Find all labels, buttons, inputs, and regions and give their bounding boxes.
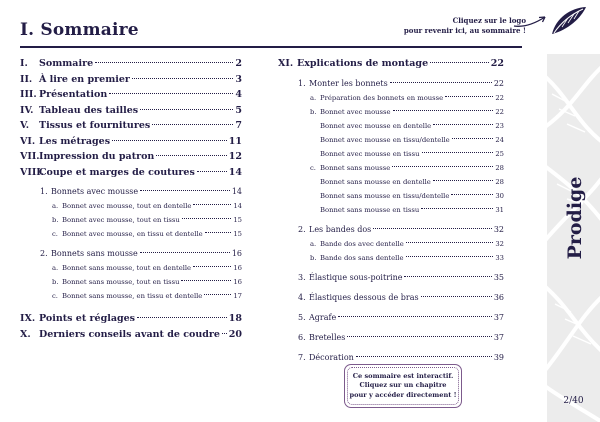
dot-leader — [390, 82, 492, 83]
toc-entry-label: Bonnet avec mousse, tout en dentelle — [62, 202, 192, 210]
toc-entry-label: Coupe et marges de coutures — [39, 166, 195, 178]
interactive-notice — [344, 364, 462, 408]
toc-entry-page: 11 — [228, 135, 242, 147]
dot-leader — [140, 252, 230, 253]
toc-entry[interactable] — [278, 293, 504, 308]
toc-entry-page: 12 — [228, 151, 242, 162]
toc-entry-label: Bonnet avec mousse en tissu/dentelle — [320, 135, 450, 144]
toc-entry-page: 22 — [490, 58, 504, 69]
dot-leader — [112, 140, 227, 141]
toc-entry[interactable] — [20, 136, 242, 152]
toc-entry[interactable] — [20, 187, 242, 202]
logo-hint — [398, 16, 526, 36]
toc-entry-label: Sommaire — [39, 58, 94, 69]
toc-entry-label: Élastique sous-poitrine — [309, 272, 403, 282]
toc-entry-number: 2. — [40, 249, 48, 258]
toc-entry-number: a. — [310, 239, 317, 248]
toc-entry[interactable] — [278, 313, 504, 328]
toc-entry[interactable] — [278, 240, 504, 254]
toc-entry-label: Les métrages — [39, 135, 111, 147]
dot-leader — [95, 62, 233, 63]
dot-leader — [132, 78, 233, 79]
toc-entry-label: Élastiques dessous de bras — [309, 292, 419, 302]
toc-entry[interactable] — [278, 164, 504, 178]
dot-leader — [193, 266, 231, 267]
toc-entry-page: 32 — [495, 239, 504, 248]
dot-leader — [406, 256, 494, 257]
dot-leader — [205, 232, 232, 233]
toc-entry[interactable] — [20, 58, 242, 74]
toc-entry-label: Bonnet sans mousse en tissu/dentelle — [320, 191, 450, 200]
page-number: 2/40 — [563, 396, 584, 406]
toc-entry-page: 22 — [495, 107, 504, 116]
dot-leader — [181, 280, 231, 281]
toc-entry-number: 6. — [298, 332, 306, 342]
toc-entry[interactable] — [278, 136, 504, 150]
toc-entry-page: 16 — [231, 249, 242, 258]
toc-entry-label: Bonnet sans mousse en dentelle — [320, 177, 431, 186]
toc-entry-page: 28 — [495, 163, 504, 172]
toc-entry-page: 14 — [228, 166, 242, 178]
toc-entry-label: Bonnet avec mousse en dentelle — [320, 121, 432, 130]
dot-leader — [373, 228, 492, 229]
toc-entry-label: Les bandes dos — [309, 224, 372, 234]
toc-entry-number: c. — [52, 230, 58, 238]
toc-entry[interactable] — [278, 178, 504, 192]
page-title: I. Sommaire — [20, 20, 139, 40]
toc-entry-page: 37 — [493, 332, 504, 342]
toc-entry-label: Bande dos sans dentelle — [320, 253, 404, 262]
toc-entry-number: c. — [52, 292, 58, 300]
toc-entry-page: 14 — [231, 187, 242, 196]
toc-entry-label: Bonnet avec mousse, en tissu et dentelle — [62, 230, 203, 238]
toc-entry-number: b. — [52, 278, 59, 286]
toc-entry[interactable] — [20, 167, 242, 183]
toc-entry-label: Bonnets sans mousse — [51, 249, 138, 258]
toc-entry[interactable] — [278, 122, 504, 136]
dot-leader — [430, 62, 489, 63]
toc-entry[interactable] — [278, 192, 504, 206]
toc-entry-page: 25 — [495, 149, 504, 158]
toc-entry[interactable] — [20, 292, 242, 306]
dot-leader — [433, 180, 494, 181]
toc-entry-number: 7. — [298, 352, 306, 362]
toc-entry[interactable] — [20, 329, 242, 345]
toc-entry-number: a. — [52, 264, 59, 272]
dot-leader — [421, 208, 493, 209]
toc-entry-label: Bonnet avec mousse en tissu — [320, 149, 420, 158]
toc-entry[interactable] — [20, 216, 242, 230]
toc-entry-label: Tissus et fournitures — [39, 120, 151, 131]
toc-entry-number: b. — [52, 216, 59, 224]
toc-entry-page: 28 — [495, 177, 504, 186]
notice-line-2: Cliquez sur un chapitre — [359, 381, 447, 390]
toc-entry-number: 1. — [298, 78, 306, 88]
toc-entry-number: b. — [310, 253, 317, 262]
toc-entry-page: 16 — [233, 264, 242, 272]
toc-left-column — [20, 58, 242, 344]
dot-leader — [222, 333, 227, 334]
dot-leader — [338, 316, 492, 317]
dot-leader — [404, 276, 491, 277]
toc-entry[interactable] — [278, 94, 504, 108]
dot-leader — [421, 296, 492, 297]
dot-leader — [140, 109, 233, 110]
toc-entry[interactable] — [20, 151, 242, 167]
toc-entry[interactable] — [278, 150, 504, 164]
toc-entry-number: a. — [310, 93, 317, 102]
toc-entry[interactable] — [278, 225, 504, 240]
toc-entry-page: 5 — [235, 104, 242, 116]
dot-leader — [197, 171, 227, 172]
toc-entry-page: 20 — [228, 328, 242, 340]
toc-entry-label: Bonnet sans mousse, tout en dentelle — [62, 264, 192, 272]
toc-entry-label: Bonnet sans mousse, en tissu et dentelle — [62, 292, 203, 300]
toc-entry[interactable] — [20, 202, 242, 216]
dot-leader — [445, 96, 493, 97]
toc-entry[interactable] — [278, 108, 504, 122]
toc-entry-number: 1. — [40, 187, 48, 196]
toc-entry-page: 15 — [233, 216, 242, 224]
toc-entry-label: Impression du patron — [39, 151, 155, 162]
toc-entry[interactable] — [278, 58, 504, 74]
dot-leader — [204, 294, 231, 295]
toc-entry-label: Bretelles — [309, 332, 346, 342]
toc-entry-number: 5. — [298, 312, 306, 322]
toc-entry-number: b. — [310, 107, 317, 116]
toc-entry-number: IV. — [20, 104, 34, 116]
toc-entry-number: I. — [20, 58, 28, 69]
toc-entry-page: 24 — [495, 135, 504, 144]
toc-entry-number: VI. — [20, 135, 36, 147]
toc-entry-number: 2. — [298, 224, 306, 234]
toc-entry-page: 22 — [495, 93, 504, 102]
toc-entry[interactable] — [278, 273, 504, 288]
toc-entry-label: Bonnet sans mousse — [320, 163, 391, 172]
dot-leader — [451, 194, 493, 195]
notice-line-1: Ce sommaire est interactif. — [352, 371, 454, 380]
toc-entry-label: Bonnet avec mousse, tout en tissu — [62, 216, 180, 224]
dot-leader — [137, 317, 227, 318]
toc-entry-page: 22 — [493, 78, 504, 88]
dot-leader — [452, 138, 494, 139]
toc-entry[interactable] — [20, 313, 242, 329]
dot-leader — [193, 204, 231, 205]
toc-entry-label: Bonnet avec mousse — [320, 107, 391, 116]
toc-entry-page: 35 — [493, 272, 504, 282]
toc-entry[interactable] — [20, 264, 242, 278]
toc-entry-label: À lire en premier — [39, 73, 130, 85]
logo-hint-line-2: pour revenir ici, au sommaire ! — [403, 26, 526, 35]
toc-entry[interactable] — [20, 74, 242, 90]
toc-entry-number: VIII. — [20, 166, 45, 178]
toc-entry-label: Bonnet sans mousse, tout en tissu — [62, 278, 180, 286]
toc-entry-label: Présentation — [39, 89, 108, 100]
toc-entry-page: 39 — [493, 352, 504, 362]
toc-entry-label: Préparation des bonnets en mousse — [320, 93, 444, 102]
toc-entry-page: 32 — [493, 224, 504, 234]
toc-entry-page: 30 — [495, 191, 504, 200]
toc-entry-number: IX. — [20, 313, 36, 324]
toc-entry-page: 33 — [495, 253, 504, 262]
toc-entry-page: 15 — [233, 230, 242, 238]
dot-leader — [393, 110, 494, 111]
toc-entry-page: 36 — [493, 292, 504, 302]
toc-entry-label: Derniers conseils avant de coudre — [39, 328, 220, 340]
brand-text: Prodige — [564, 176, 586, 259]
toc-entry-page: 14 — [233, 202, 242, 210]
toc-entry-label: Explications de montage — [297, 58, 429, 69]
arrow-icon — [512, 8, 552, 30]
dot-leader — [356, 356, 492, 357]
dot-leader — [433, 124, 493, 125]
toc-entry[interactable] — [20, 89, 242, 105]
toc-entry-page: 7 — [235, 120, 242, 131]
toc-entry-page: 16 — [233, 278, 242, 286]
toc-entry-page: 31 — [495, 205, 504, 214]
dot-leader — [392, 166, 493, 167]
toc-entry[interactable] — [20, 105, 242, 121]
toc-entry-page: 23 — [495, 121, 504, 130]
toc-entry[interactable] — [20, 230, 242, 244]
toc-entry-label: Décoration — [309, 352, 354, 362]
toc-entry-number: a. — [52, 202, 59, 210]
toc-entry-number: XI. — [278, 58, 294, 69]
toc-right-column — [278, 58, 504, 368]
toc-entry-page: 3 — [235, 73, 242, 85]
toc-entry-number: II. — [20, 73, 33, 85]
toc-entry-label: Points et réglages — [39, 313, 136, 324]
toc-entry[interactable] — [20, 249, 242, 264]
toc-entry-label: Bande dos avec dentelle — [320, 239, 404, 248]
toc-entry-number: c. — [310, 163, 316, 172]
toc-entry-number: III. — [20, 89, 37, 100]
dot-leader — [406, 242, 494, 243]
logo-hint-line-1: Cliquez sur le logo — [452, 16, 526, 25]
toc-entry[interactable] — [20, 278, 242, 292]
toc-entry-page: 2 — [235, 58, 242, 69]
title-underline — [20, 46, 522, 48]
toc-entry-number: 3. — [298, 272, 306, 282]
toc-entry-page: 4 — [235, 89, 242, 100]
dot-leader — [422, 152, 494, 153]
dot-leader — [152, 124, 233, 125]
toc-entry-label: Tableau des tailles — [39, 104, 139, 116]
toc-entry-page: 17 — [233, 292, 242, 300]
toc-entry-number: V. — [20, 120, 30, 131]
toc-entry[interactable] — [278, 79, 504, 94]
dot-leader — [140, 190, 230, 191]
toc-entry-number: X. — [20, 328, 31, 340]
notice-line-3: pour y accéder directement ! — [349, 390, 457, 399]
toc-entry-page: 18 — [228, 313, 242, 324]
toc-entry-label: Bonnet sans mousse en tissu — [320, 205, 420, 214]
toc-entry-label: Monter les bonnets — [309, 78, 388, 88]
toc-entry-page: 37 — [493, 312, 504, 322]
toc-entry[interactable] — [20, 120, 242, 136]
brand-vertical-title — [560, 175, 590, 260]
dot-leader — [182, 218, 232, 219]
toc-entry-number: VII. — [20, 151, 40, 162]
toc-entry[interactable] — [278, 206, 504, 220]
logo-icon[interactable] — [548, 4, 590, 38]
dot-leader — [347, 336, 491, 337]
toc-entry-number: 4. — [298, 292, 306, 302]
dot-leader — [109, 93, 233, 94]
toc-entry-label: Bonnets avec mousse — [51, 187, 139, 196]
toc-entry-label: Agrafe — [309, 312, 337, 322]
toc-entry[interactable] — [278, 333, 504, 348]
toc-entry[interactable] — [278, 254, 504, 268]
dot-leader — [156, 155, 226, 156]
